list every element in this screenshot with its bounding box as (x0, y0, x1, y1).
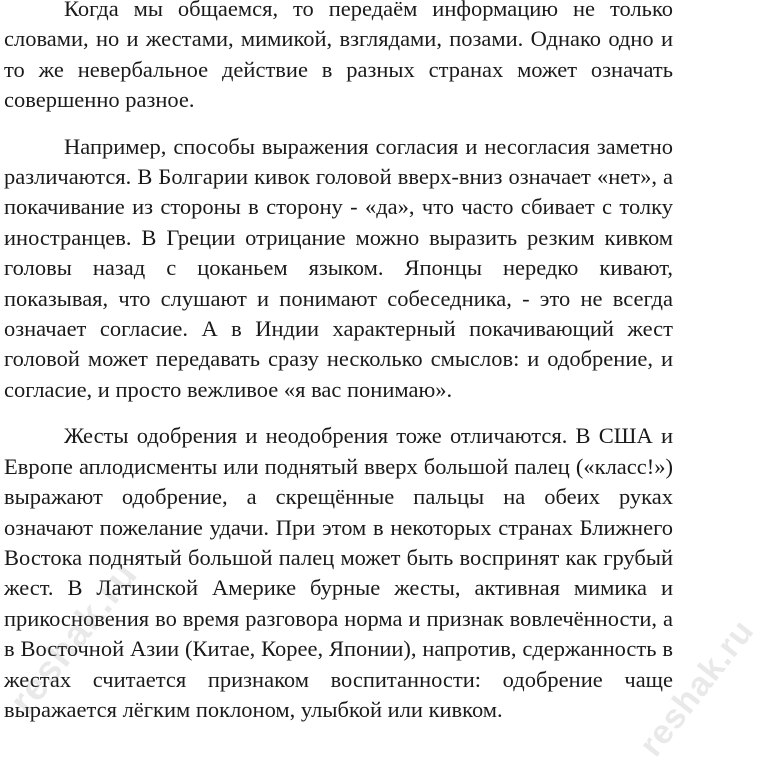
paragraph-1: Когда мы общаемся, то передаём информацию не только словами, но и жестами, мимикой, взглядами, позами. Однако одно и то же невербальное действие в разных странах может означать совершенно разное. (4, 0, 673, 113)
watermark-right: reshak.ru (632, 612, 762, 764)
watermark-left: reshak.ru (2, 554, 146, 722)
paragraph-2: Например, способы выражения согласия и несогласия заметно различаются. В Болгарии кивок головой вверх-вниз означает «нет», а покачивание из стороны в сторону - «да», что часто сбивает с толку иностранцев. В Греции отрицание можно выразить резким кивком головы назад с цоканьем языком. Японцы нередко кивают, показывая, что слушают и понимают собеседника, - это не всегда означает согласие. А в Индии характерный покачивающий жест головой может передавать сразу несколько смыслов: и одобрение, и согласие, и просто вежливое «я вас понимаю». (4, 133, 673, 402)
paragraph-3: Жесты одобрения и неодобрения тоже отличаются. В США и Европе аплодисменты или поднятый вверх большой палец («класс!») выражают одобрение, а скрещённые пальцы на обеих руках означают пожелание удачи. При этом в некоторых странах Ближнего Востока поднятый большой палец может быть воспринят как грубый жест. В Латинской Америке бурные жесты, активная мимика и прикосновения во время разговора норма и признак вовлечённости, а в Восточной Азии (Китае, Корее, Японии), напротив, сдержанность в жестах считается признаком воспитанности: одобрение чаще выражается лёгким поклоном, улыбкой или кивком. (4, 423, 673, 722)
